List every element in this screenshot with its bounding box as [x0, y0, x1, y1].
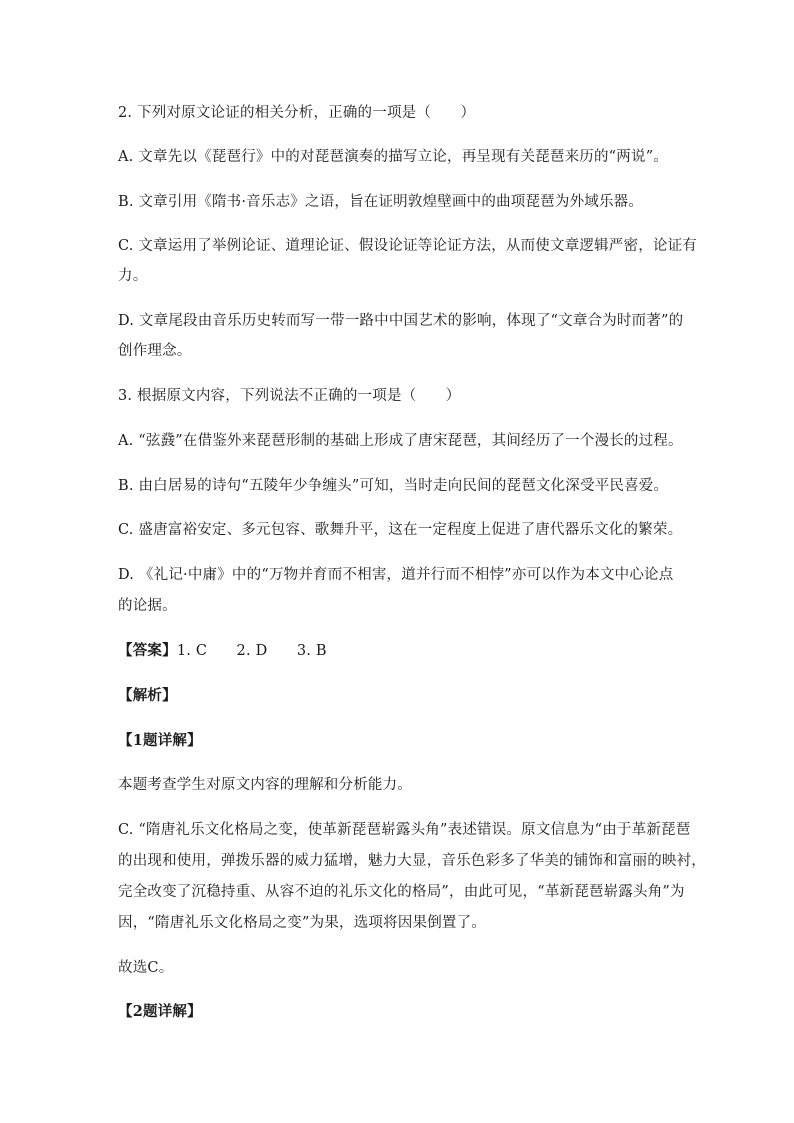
- question-2-option-d-line-1: D. 文章尾段由音乐历史转而写一带一路中中国艺术的影响，体现了“文章合为时而著”的: [118, 313, 684, 329]
- question-3-stem: 3. 根据原文内容，下列说法不正确的一项是（ ）: [118, 388, 461, 404]
- question-2-option-b: B. 文章引用《隋书·音乐志》之语，旨在证明敦煌壁画中的曲项琵琶为外域乐器。: [118, 194, 644, 210]
- question-3-option-c: C. 盛唐富裕安定、多元包容、歌舞升平，这在一定程度上促进了唐代器乐文化的繁荣。: [118, 522, 683, 538]
- answer-text: 1. C 2. D 3. B: [176, 643, 327, 659]
- question-3-option-d-line-1: D. 《礼记·中庸》中的“万物并育而不相害，道并行而不相悖”亦可以作为本文中心论点: [118, 567, 674, 583]
- question-2-stem: 2. 下列对原文论证的相关分析，正确的一项是（ ）: [118, 105, 476, 121]
- q1-analysis-line-3: 完全改变了沉稳持重、从容不迫的礼乐文化的格局”，由此可见，“革新琵琶崭露头角”为: [118, 884, 685, 900]
- question-3-option-b: B. 由白居易的诗句“五陵年少争缠头”可知，当时走向民间的琵琶文化深受平民喜爱。: [118, 478, 669, 494]
- q1-analysis-line-4: 因，“隋唐礼乐文化格局之变”为果，选项将因果倒置了。: [118, 915, 487, 931]
- answer-label: 【答案】: [118, 642, 177, 659]
- analysis-heading: 【解析】: [118, 687, 177, 704]
- question-2-option-d-line-2: 创作理念。: [118, 343, 192, 359]
- q2-detail-heading: 【2题详解】: [118, 1003, 202, 1020]
- question-2-option-c-line-2: 力。: [118, 268, 148, 284]
- q1-analysis-line-1: C. “隋唐礼乐文化格局之变，使革新琵琶崭露头角”表述错误。原文信息为“由于革新琵琶: [118, 822, 691, 838]
- q1-conclusion: 故选C。: [118, 960, 174, 976]
- question-3-option-a: A. “弦鼗”在借鉴外来琵琶形制的基础上形成了唐宋琵琶，其间经历了一个漫长的过程。: [118, 433, 683, 449]
- q1-detail-heading: 【1题详解】: [118, 732, 202, 749]
- question-2-option-a: A. 文章先以《琵琶行》中的对琵琶演奏的描写立论，再呈现有关琵琶来历的“两说”。: [118, 149, 669, 165]
- q1-intro: 本题考查学生对原文内容的理解和分析能力。: [118, 777, 412, 793]
- q1-analysis-line-2: 的出现和使用，弹拨乐器的威力猛增，魅力大显，音乐色彩多了华美的铺饰和富丽的映衬，: [118, 853, 706, 869]
- answer-line: [118, 641, 688, 661]
- question-3-option-d-line-2: 的论据。: [118, 598, 177, 614]
- question-2-option-c-line-1: C. 文章运用了举例论证、道理论证、假设论证等论证方法，从而使文章逻辑严密，论证有: [118, 238, 697, 254]
